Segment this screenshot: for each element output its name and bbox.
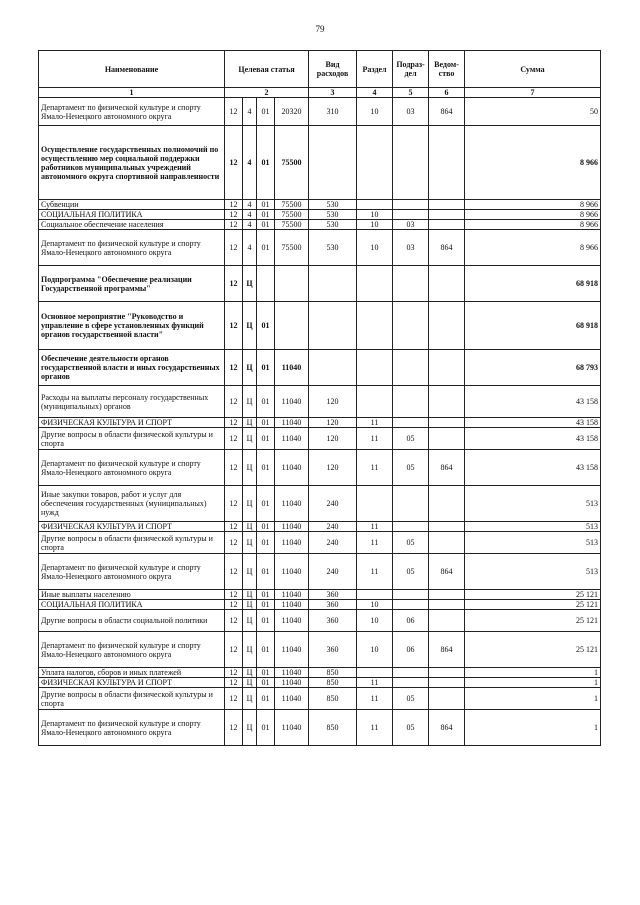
row-sum: 68 918 [465,302,601,350]
table-row [39,532,601,554]
row-name: Другие вопросы в области социальной политики [39,610,225,632]
row-sum: 1 [465,668,601,678]
row-subsection [393,486,429,522]
row-target-2: Ц [243,668,257,678]
row-target-1: 12 [225,668,243,678]
row-section: 10 [357,610,393,632]
row-expense-type: 850 [309,678,357,688]
row-subsection [393,266,429,302]
row-name: ФИЗИЧЕСКАЯ КУЛЬТУРА И СПОРТ [39,678,225,688]
table-row [39,210,601,220]
row-section: 11 [357,710,393,746]
row-target-2: Ц [243,600,257,610]
row-name: Иные выплаты населению [39,590,225,600]
table-row [39,302,601,350]
table-row [39,668,601,678]
row-target-2: 4 [243,126,257,200]
row-target-3: 01 [257,230,275,266]
row-target-4: 11040 [275,710,309,746]
row-department [429,428,465,450]
row-section [357,350,393,386]
row-subsection [393,522,429,532]
row-section: 11 [357,450,393,486]
row-name: Департамент по физической культуре и спорту Ямало-Ненецкого автономного округа [39,710,225,746]
row-section [357,386,393,418]
header-subsection: Подраз-дел [393,51,429,88]
row-section: 11 [357,532,393,554]
row-department [429,302,465,350]
row-expense-type: 530 [309,230,357,266]
row-expense-type: 240 [309,486,357,522]
header-name: Наименование [39,51,225,88]
row-target-1: 12 [225,532,243,554]
row-target-4: 75500 [275,126,309,200]
row-target-3: 01 [257,668,275,678]
row-target-3: 01 [257,126,275,200]
row-name: Осуществление государственных полномочий по осуществлению мер социальной поддержки работников муниципальных учреждений автономного округа спортивной направленности [39,126,225,200]
row-target-4: 11040 [275,668,309,678]
row-target-3: 01 [257,532,275,554]
row-subsection: 03 [393,230,429,266]
row-sum: 43 158 [465,386,601,418]
row-target-4: 11040 [275,688,309,710]
row-sum: 43 158 [465,428,601,450]
row-section: 11 [357,428,393,450]
row-department [429,126,465,200]
row-expense-type [309,126,357,200]
row-target-3: 01 [257,428,275,450]
row-target-4 [275,302,309,350]
header-expense-type: Вид расходов [309,51,357,88]
row-department [429,522,465,532]
row-subsection [393,678,429,688]
row-section: 11 [357,522,393,532]
row-target-4: 75500 [275,210,309,220]
row-target-4: 75500 [275,220,309,230]
header-row [39,51,601,88]
header-section: Раздел [357,51,393,88]
row-subsection [393,200,429,210]
row-target-2: 4 [243,220,257,230]
row-target-1: 12 [225,486,243,522]
row-department: 864 [429,230,465,266]
row-target-3: 01 [257,486,275,522]
row-sum: 513 [465,522,601,532]
row-sum: 25 121 [465,632,601,668]
row-subsection [393,126,429,200]
row-target-2: Ц [243,710,257,746]
row-name: Департамент по физической культуре и спорту Ямало-Ненецкого автономного округа [39,230,225,266]
row-sum: 513 [465,532,601,554]
row-sum: 25 121 [465,600,601,610]
row-name: Другие вопросы в области физической культуры и спорта [39,688,225,710]
row-name: ФИЗИЧЕСКАЯ КУЛЬТУРА И СПОРТ [39,418,225,428]
row-department [429,600,465,610]
row-target-4: 11040 [275,678,309,688]
table-row [39,688,601,710]
row-target-2: Ц [243,688,257,710]
row-target-4: 11040 [275,522,309,532]
row-sum: 43 158 [465,450,601,486]
row-subsection: 05 [393,532,429,554]
row-name: Основное мероприятие "Руководство и управление в сфере установленных функций органов государственной власти" [39,302,225,350]
table-row [39,610,601,632]
row-target-1: 12 [225,418,243,428]
row-target-3 [257,266,275,302]
row-target-4: 11040 [275,350,309,386]
row-department [429,266,465,302]
row-subsection [393,210,429,220]
row-target-1: 12 [225,350,243,386]
row-subsection [393,350,429,386]
row-target-4: 11040 [275,554,309,590]
row-subsection: 03 [393,220,429,230]
row-name: Уплата налогов, сборов и иных платежей [39,668,225,678]
row-department [429,668,465,678]
row-section [357,590,393,600]
table-body [39,98,601,746]
row-subsection: 06 [393,632,429,668]
column-number-row [39,88,601,98]
table-row [39,220,601,230]
row-target-3: 01 [257,610,275,632]
row-target-2: Ц [243,678,257,688]
row-target-3: 01 [257,210,275,220]
row-name: СОЦИАЛЬНАЯ ПОЛИТИКА [39,600,225,610]
table-row [39,450,601,486]
row-section [357,126,393,200]
row-department: 864 [429,632,465,668]
row-target-3: 01 [257,678,275,688]
page-number: 79 [315,24,325,34]
row-target-1: 12 [225,554,243,590]
row-target-3: 01 [257,418,275,428]
row-sum: 1 [465,710,601,746]
row-section: 11 [357,554,393,590]
row-department [429,418,465,428]
row-expense-type [309,350,357,386]
row-section: 10 [357,220,393,230]
row-section: 11 [357,418,393,428]
row-section: 10 [357,210,393,220]
table-row [39,710,601,746]
row-expense-type: 360 [309,632,357,668]
row-department [429,350,465,386]
table-row [39,600,601,610]
row-expense-type: 120 [309,428,357,450]
row-target-1: 12 [225,710,243,746]
row-name: Обеспечение деятельности органов государственной власти и иных государственных органов [39,350,225,386]
header-target: Целевая статья [225,51,309,88]
row-expense-type: 530 [309,210,357,220]
row-name: Расходы на выплаты персоналу государственных (муниципальных) органов [39,386,225,418]
row-department [429,210,465,220]
row-target-3: 01 [257,590,275,600]
row-expense-type: 240 [309,522,357,532]
row-expense-type [309,302,357,350]
row-target-4: 11040 [275,632,309,668]
row-section: 10 [357,600,393,610]
table-row [39,632,601,668]
row-target-2: Ц [243,302,257,350]
row-subsection: 05 [393,554,429,590]
row-target-1: 12 [225,266,243,302]
row-target-1: 12 [225,590,243,600]
row-sum: 513 [465,554,601,590]
row-target-4: 11040 [275,386,309,418]
row-target-2: Ц [243,532,257,554]
row-target-4: 11040 [275,600,309,610]
row-target-4: 11040 [275,610,309,632]
row-expense-type: 530 [309,200,357,210]
row-target-4: 11040 [275,486,309,522]
row-name: Социальное обеспечение населения [39,220,225,230]
row-department [429,220,465,230]
row-target-3: 01 [257,302,275,350]
table-row [39,200,601,210]
row-department [429,200,465,210]
row-subsection: 05 [393,688,429,710]
row-target-4: 11040 [275,532,309,554]
row-target-2: Ц [243,554,257,590]
row-department [429,532,465,554]
row-section [357,486,393,522]
row-name: Подпрограмма "Обеспечение реализации Государственной программы" [39,266,225,302]
row-sum: 25 121 [465,590,601,600]
row-sum: 50 [465,98,601,126]
table-row [39,590,601,600]
header-sum: Сумма [465,51,601,88]
row-sum: 68 918 [465,266,601,302]
table-row [39,126,601,200]
row-department [429,386,465,418]
row-target-2: 4 [243,230,257,266]
row-subsection [393,600,429,610]
row-target-1: 12 [225,678,243,688]
row-sum: 1 [465,678,601,688]
row-sum: 8 966 [465,210,601,220]
row-sum: 43 158 [465,418,601,428]
row-sum: 8 966 [465,126,601,200]
row-target-2: 4 [243,210,257,220]
row-target-2: Ц [243,350,257,386]
row-expense-type: 240 [309,532,357,554]
row-expense-type: 850 [309,688,357,710]
row-department: 864 [429,710,465,746]
row-expense-type: 120 [309,418,357,428]
column-number: 7 [465,88,601,98]
row-name: Департамент по физической культуре и спорту Ямало-Ненецкого автономного округа [39,98,225,126]
row-subsection [393,418,429,428]
row-target-3: 01 [257,386,275,418]
row-target-2: Ц [243,590,257,600]
row-target-1: 12 [225,450,243,486]
header-department: Ведом-ство [429,51,465,88]
row-name: Субвенции [39,200,225,210]
row-department [429,688,465,710]
row-section: 11 [357,688,393,710]
row-target-3: 01 [257,632,275,668]
row-expense-type: 120 [309,386,357,418]
row-expense-type [309,266,357,302]
row-subsection: 05 [393,450,429,486]
row-department [429,678,465,688]
row-target-1: 12 [225,210,243,220]
row-department: 864 [429,554,465,590]
row-name: ФИЗИЧЕСКАЯ КУЛЬТУРА И СПОРТ [39,522,225,532]
row-department: 864 [429,98,465,126]
column-number: 1 [39,88,225,98]
row-target-1: 12 [225,386,243,418]
row-sum: 8 966 [465,220,601,230]
row-target-1: 12 [225,610,243,632]
row-subsection: 05 [393,428,429,450]
table-row [39,418,601,428]
table-row [39,230,601,266]
column-number: 2 [225,88,309,98]
row-target-2: 4 [243,200,257,210]
row-department: 864 [429,450,465,486]
row-target-3: 01 [257,688,275,710]
row-subsection [393,386,429,418]
row-target-3: 01 [257,220,275,230]
row-section: 10 [357,230,393,266]
row-target-2: Ц [243,428,257,450]
row-target-3: 01 [257,600,275,610]
row-section [357,302,393,350]
row-expense-type: 530 [309,220,357,230]
budget-table [38,50,601,746]
row-target-4: 11040 [275,428,309,450]
row-target-3: 01 [257,522,275,532]
row-target-2: Ц [243,418,257,428]
row-target-1: 12 [225,600,243,610]
table-row [39,266,601,302]
row-section [357,200,393,210]
row-target-2: Ц [243,522,257,532]
row-subsection [393,302,429,350]
row-target-4: 75500 [275,230,309,266]
row-target-2: Ц [243,386,257,418]
row-expense-type: 360 [309,610,357,632]
row-name: Департамент по физической культуре и спорту Ямало-Ненецкого автономного округа [39,450,225,486]
row-subsection [393,590,429,600]
row-subsection: 03 [393,98,429,126]
column-number: 4 [357,88,393,98]
row-target-1: 12 [225,522,243,532]
row-name: Другие вопросы в области физической культуры и спорта [39,428,225,450]
row-expense-type: 120 [309,450,357,486]
row-target-3: 01 [257,350,275,386]
row-name: Департамент по физической культуре и спорту Ямало-Ненецкого автономного округа [39,632,225,668]
row-target-2: Ц [243,632,257,668]
row-target-2: Ц [243,486,257,522]
row-expense-type: 360 [309,590,357,600]
table-row [39,522,601,532]
row-department [429,486,465,522]
row-target-3: 01 [257,98,275,126]
row-target-1: 12 [225,632,243,668]
row-name: Департамент по физической культуре и спорту Ямало-Ненецкого автономного округа [39,554,225,590]
row-section: 10 [357,632,393,668]
row-sum: 25 121 [465,610,601,632]
table-row [39,386,601,418]
row-target-2: Ц [243,610,257,632]
row-subsection [393,668,429,678]
row-sum: 513 [465,486,601,522]
row-target-4: 11040 [275,450,309,486]
row-target-3: 01 [257,710,275,746]
row-target-4: 11040 [275,590,309,600]
row-expense-type: 850 [309,668,357,678]
row-subsection: 05 [393,710,429,746]
table-row [39,554,601,590]
row-subsection: 06 [393,610,429,632]
row-sum: 1 [465,688,601,710]
row-sum: 68 793 [465,350,601,386]
row-target-1: 12 [225,688,243,710]
row-target-1: 12 [225,220,243,230]
row-target-3: 01 [257,554,275,590]
table-row [39,486,601,522]
row-target-4: 75500 [275,200,309,210]
row-target-4: 20320 [275,98,309,126]
row-target-2: 4 [243,98,257,126]
row-sum: 8 966 [465,230,601,266]
row-expense-type: 240 [309,554,357,590]
row-target-1: 12 [225,230,243,266]
row-target-4: 11040 [275,418,309,428]
row-name: СОЦИАЛЬНАЯ ПОЛИТИКА [39,210,225,220]
row-sum: 8 966 [465,200,601,210]
row-target-1: 12 [225,428,243,450]
table-row [39,350,601,386]
row-expense-type: 360 [309,600,357,610]
row-target-2: Ц [243,450,257,486]
column-number: 6 [429,88,465,98]
row-expense-type: 310 [309,98,357,126]
row-target-3: 01 [257,200,275,210]
row-target-2: Ц [243,266,257,302]
row-section: 11 [357,678,393,688]
row-name: Иные закупки товаров, работ и услуг для обеспечения государственных (муниципальных) нужд [39,486,225,522]
table-row [39,98,601,126]
row-target-1: 12 [225,126,243,200]
row-target-1: 12 [225,200,243,210]
row-target-4 [275,266,309,302]
row-section: 10 [357,98,393,126]
row-section [357,668,393,678]
row-target-3: 01 [257,450,275,486]
row-section [357,266,393,302]
row-department [429,610,465,632]
row-target-1: 12 [225,98,243,126]
row-name: Другие вопросы в области физической культуры и спорта [39,532,225,554]
table-row [39,428,601,450]
row-target-1: 12 [225,302,243,350]
row-department [429,590,465,600]
column-number: 3 [309,88,357,98]
table-row [39,678,601,688]
column-number: 5 [393,88,429,98]
row-expense-type: 850 [309,710,357,746]
